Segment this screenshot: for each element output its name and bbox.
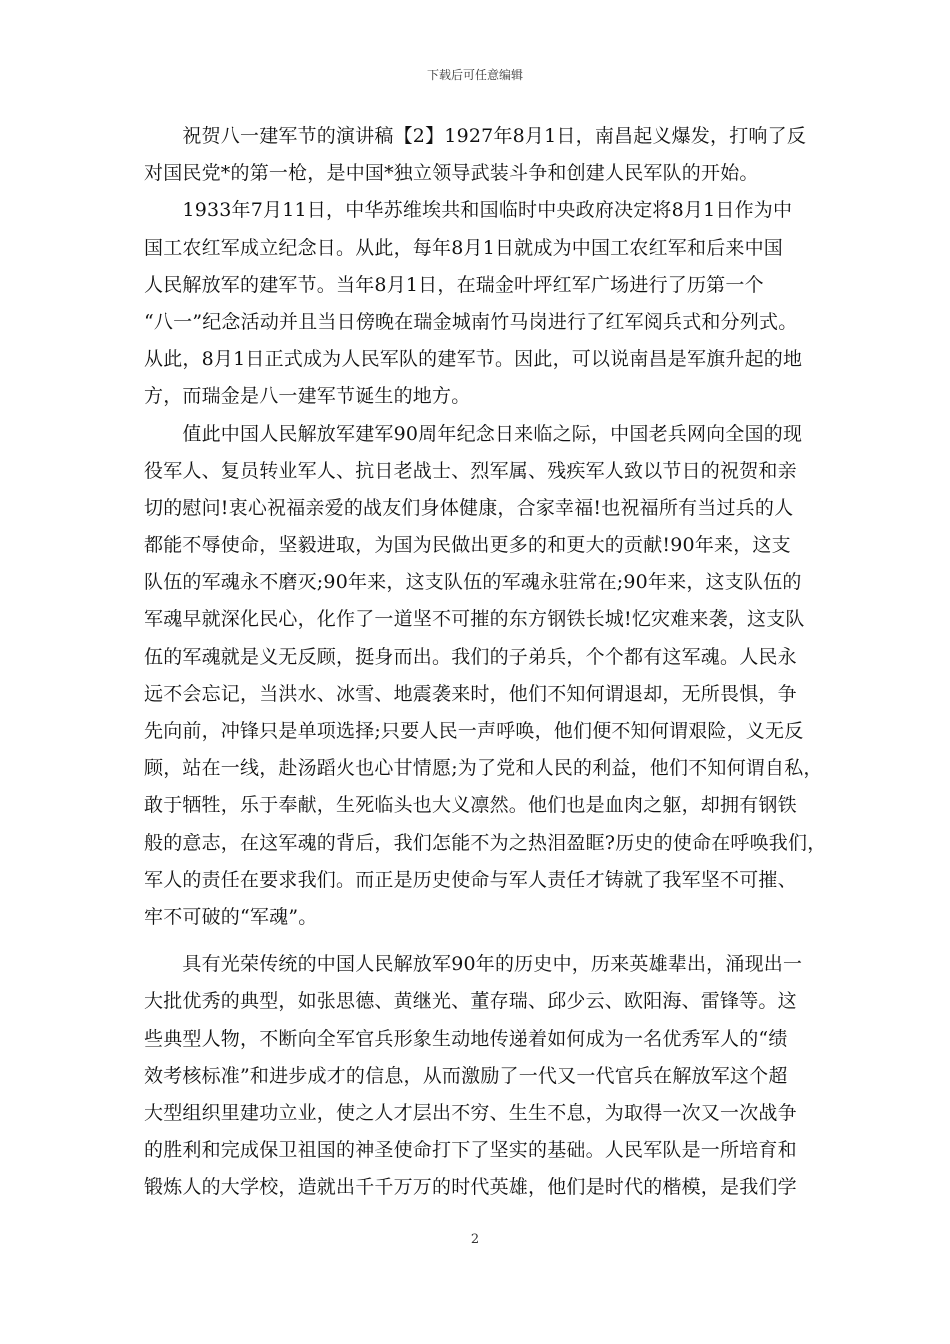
- text-line: 敢于牺牲，乐于奉献，生死临头也大义凛然。他们也是血肉之躯，却拥有钢铁: [144, 794, 797, 817]
- text-line: 值此中国人民解放军建军90周年纪念日来临之际，中国老兵网向全国的现: [144, 422, 803, 445]
- page-number: 2: [470, 1232, 480, 1247]
- text-line: 效考核标准”和进步成才的信息，从而激励了一代又一代官兵在解放军这个超: [144, 1064, 788, 1087]
- page-header: 下载后可任意编辑: [426, 68, 523, 82]
- text-line: 大型组织里建功立业，使之人才层出不穷、生生不息，为取得一次又一次战争: [144, 1101, 797, 1124]
- text-line: 从此，8月1日正式成为人民军队的建军节。因此，可以说南昌是军旗升起的地: [144, 348, 803, 371]
- text-line: 锻炼人的大学校，造就出千千万万的时代英雄，他们是时代的楷模，是我们学: [144, 1176, 797, 1199]
- text-line: 远不会忘记，当洪水、冰雪、地震袭来时，他们不知何谓退却，无所畏惧，争: [144, 682, 797, 705]
- text-line: 对国民党*的第一枪，是中国*独立领导武装斗争和创建人民军队的开始。: [144, 162, 759, 185]
- text-line: 切的慰问!衷心祝福亲爱的战友们身体健康，合家幸福!也祝福所有当过兵的人: [144, 496, 794, 519]
- paragraph: [144, 118, 812, 192]
- text-line: 伍的军魂就是义无反顾，挺身而出。我们的子弟兵，个个都有这军魂。人民永: [144, 645, 797, 668]
- text-line: 大批优秀的典型，如张思德、黄继光、董存瑞、邱少云、欧阳海、雷锋等。这: [144, 990, 797, 1013]
- text-line: 般的意志，在这军魂的背后，我们怎能不为之热泪盈眶?历史的使命在呼唤我们，: [144, 831, 827, 854]
- paragraph: [144, 416, 827, 937]
- paragraph: [144, 192, 812, 415]
- text-line: 队伍的军魂永不磨灭;90年来，这支队伍的军魂永驻常在;90年来，这支队伍的: [144, 571, 802, 594]
- text-line: 祝贺八一建军节的演讲稿【2】1927年8月1日，南昌起义爆发，打响了反: [144, 125, 807, 147]
- text-line: 牢不可破的“军魂”。: [144, 905, 318, 928]
- text-line: “八一”纪念活动并且当日傍晚在瑞金城南竹马岗进行了红军阅兵式和分列式。: [144, 310, 798, 333]
- text-line: 国工农红军成立纪念日。从此，每年8月1日就成为中国工农红军和后来中国: [144, 236, 783, 259]
- text-line: 军魂早就深化民心，化作了一道坚不可摧的东方钢铁长城!忆灾难来袭，这支队: [144, 608, 805, 631]
- text-line: 些典型人物，不断向全军官兵形象生动地传递着如何成为一名优秀军人的“绩: [144, 1027, 788, 1050]
- text-line: 人民解放军的建军节。当年8月1日，在瑞金叶坪红军广场进行了历第一个: [144, 273, 764, 296]
- text-line: 方，而瑞金是八一建军节诞生的地方。: [144, 385, 471, 408]
- text-line: 役军人、复员转业军人、抗日老战士、烈军属、残疾军人致以节日的祝贺和亲: [144, 459, 797, 482]
- text-line: 具有光荣传统的中国人民解放军90年的历史中，历来英雄辈出，涌现出一: [144, 953, 803, 976]
- text-line: 先向前，冲锋只是单项选择;只要人民一声呼唤，他们便不知何谓艰险，义无反: [144, 720, 804, 742]
- text-line: 顾，站在一线，赴汤蹈火也心甘情愿;为了党和人民的利益，他们不知何谓自私，: [144, 757, 823, 780]
- text-line: 1933年7月11日，中华苏维埃共和国临时中央政府决定将8月1日作为中: [144, 199, 793, 222]
- paragraph: [144, 946, 812, 1206]
- text-line: 的胜利和完成保卫祖国的神圣使命打下了坚实的基础。人民军队是一所培育和: [144, 1139, 797, 1162]
- text-line: 军人的责任在要求我们。而正是历史使命与军人责任才铸就了我军坚不可摧、: [144, 868, 797, 891]
- document-body: [144, 118, 827, 1206]
- text-line: 都能不辱使命，坚毅进取，为国为民做出更多的和更大的贡献!90年来，这支: [144, 534, 791, 557]
